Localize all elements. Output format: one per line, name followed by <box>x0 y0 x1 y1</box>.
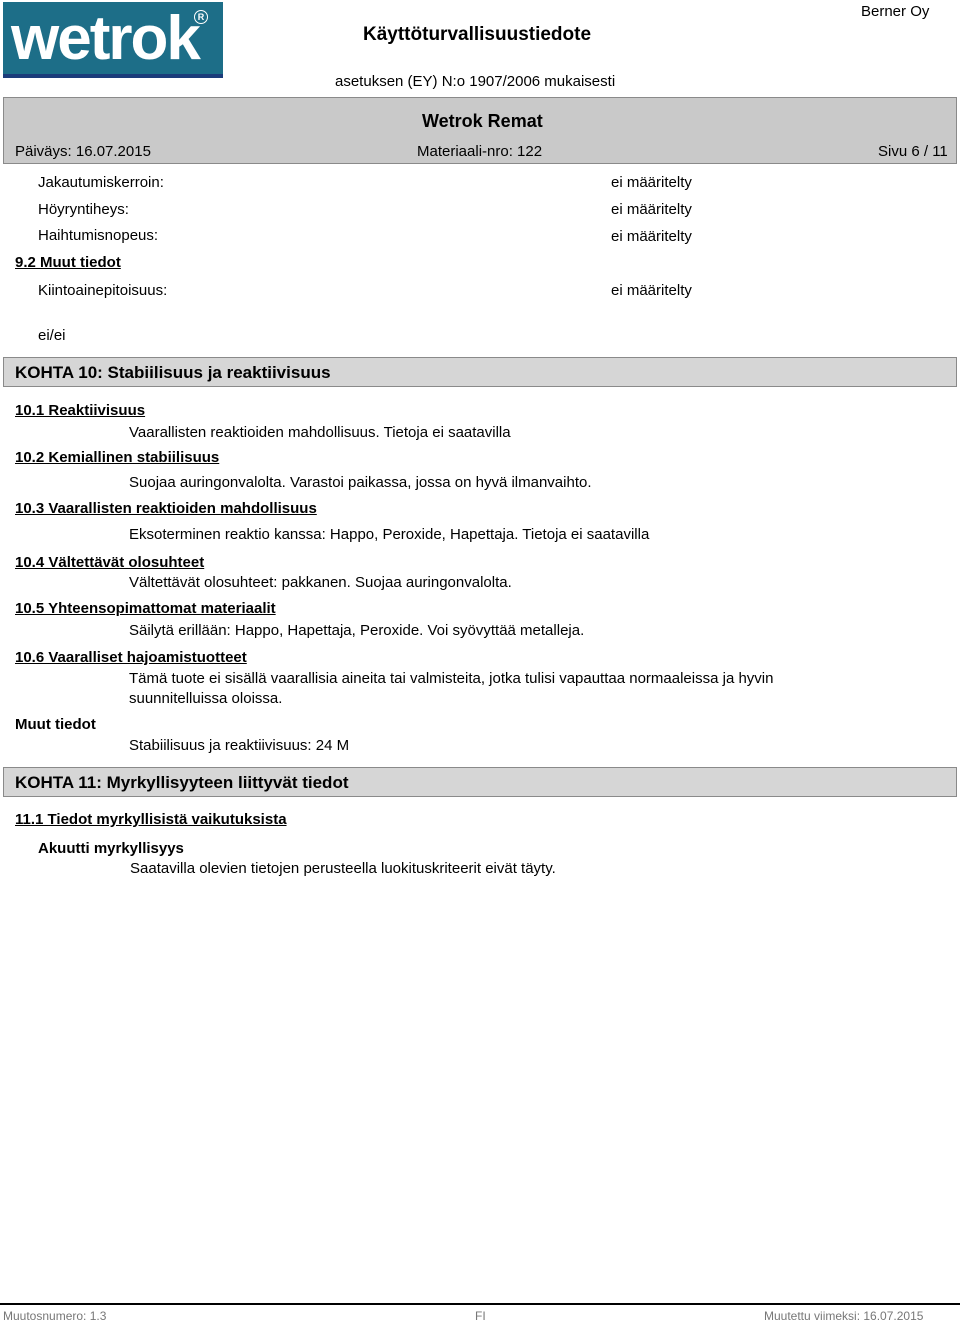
solid-content-label: Kiintoainepitoisuus: <box>38 282 168 299</box>
document-subtitle: asetuksen (EY) N:o 1907/2006 mukaisesti <box>335 73 616 90</box>
subsection-text-10-4: Vältettävät olosuhteet: pakkanen. Suojaa auringonvalolta. <box>129 574 512 591</box>
footer-modified-date: Muutettu viimeksi: 16.07.2015 <box>764 1309 924 1323</box>
footer-language: FI <box>475 1309 486 1323</box>
subsection-heading-10-6: 10.6 Vaaralliset hajoamistuotteet <box>15 649 247 666</box>
material-number: Materiaali-nro: 122 <box>417 143 543 160</box>
subsection-heading-11-1: 11.1 Tiedot myrkyllisistä vaikutuksista <box>15 811 287 828</box>
subsection-heading-10-3: 10.3 Vaarallisten reaktioiden mahdollisuus <box>15 500 317 517</box>
footer-divider <box>0 1303 960 1305</box>
subsection-text-10-2: Suojaa auringonvalolta. Varastoi paikassa, jossa on hyvä ilmanvaihto. <box>129 474 592 491</box>
company-name: Berner Oy <box>861 3 930 20</box>
subsection-heading-10-2: 10.2 Kemiallinen stabiilisuus <box>15 449 220 466</box>
extra-value: ei/ei <box>38 327 66 344</box>
product-name: Wetrok Remat <box>422 111 543 131</box>
section-11-title: KOHTA 11: Myrkyllisyyteen liittyvät tiedot <box>15 773 349 792</box>
registered-mark-icon: R <box>194 10 208 24</box>
subsection-text-10-5: Säilytä erillään: Happo, Hapettaja, Peroxide. Voi syövyttää metalleja. <box>129 622 585 639</box>
subsection-heading-10-4: 10.4 Vältettävät olosuhteet <box>15 554 205 571</box>
subsection-text-10-6-line2: suunnitelluissa oloissa. <box>129 690 283 707</box>
subsection-heading-10-1: 10.1 Reaktiivisuus <box>15 402 146 419</box>
property-label: Jakautumiskerroin: <box>38 174 164 191</box>
property-label: Höyryntiheys: <box>38 201 129 218</box>
subsection-heading-10-5: 10.5 Yhteensopimattomat materiaalit <box>15 600 276 617</box>
logo-wordmark: wetrok <box>11 4 199 73</box>
subsection-heading-9-2: 9.2 Muut tiedot <box>15 254 121 271</box>
other-info-text: Stabiilisuus ja reaktiivisuus: 24 M <box>129 737 350 754</box>
subsection-text-10-6-line1: Tämä tuote ei sisällä vaarallisia aineita tai valmisteita, jotka tulisi vapauttaa normaaleissa ja hyvin <box>129 670 774 687</box>
acute-toxicity-text: Saatavilla olevien tietojen perusteella luokituskriteerit eivät täyty. <box>130 860 556 877</box>
company-logo <box>3 2 223 78</box>
solid-content-value: ei määritelty <box>611 282 692 299</box>
section-10-title: KOHTA 10: Stabiilisuus ja reaktiivisuus <box>15 363 331 382</box>
page-number: Sivu 6 / 11 <box>878 143 948 160</box>
logo-stripe <box>3 74 223 78</box>
subsection-text-10-1: Vaarallisten reaktioiden mahdollisuus. Tietoja ei saatavilla <box>129 424 511 441</box>
property-label: Haihtumisnopeus: <box>38 227 159 244</box>
document-title: Käyttöturvallisuustiedote <box>363 24 592 45</box>
section-10-bar <box>3 357 957 387</box>
acute-toxicity-label: Akuutti myrkyllisyys <box>38 840 184 857</box>
property-value: ei määritelty <box>611 201 692 218</box>
property-value: ei määritelty <box>611 174 692 191</box>
subsection-text-10-3: Eksoterminen reaktio kanssa: Happo, Peroxide, Hapettaja. Tietoja ei saatavilla <box>129 526 650 543</box>
section-11-bar <box>3 767 957 797</box>
property-value: ei määritelty <box>611 228 692 245</box>
revision-date: Päiväys: 16.07.2015 <box>15 143 151 160</box>
other-info-label: Muut tiedot <box>15 716 96 733</box>
footer-revision: Muutosnumero: 1.3 <box>3 1309 107 1323</box>
